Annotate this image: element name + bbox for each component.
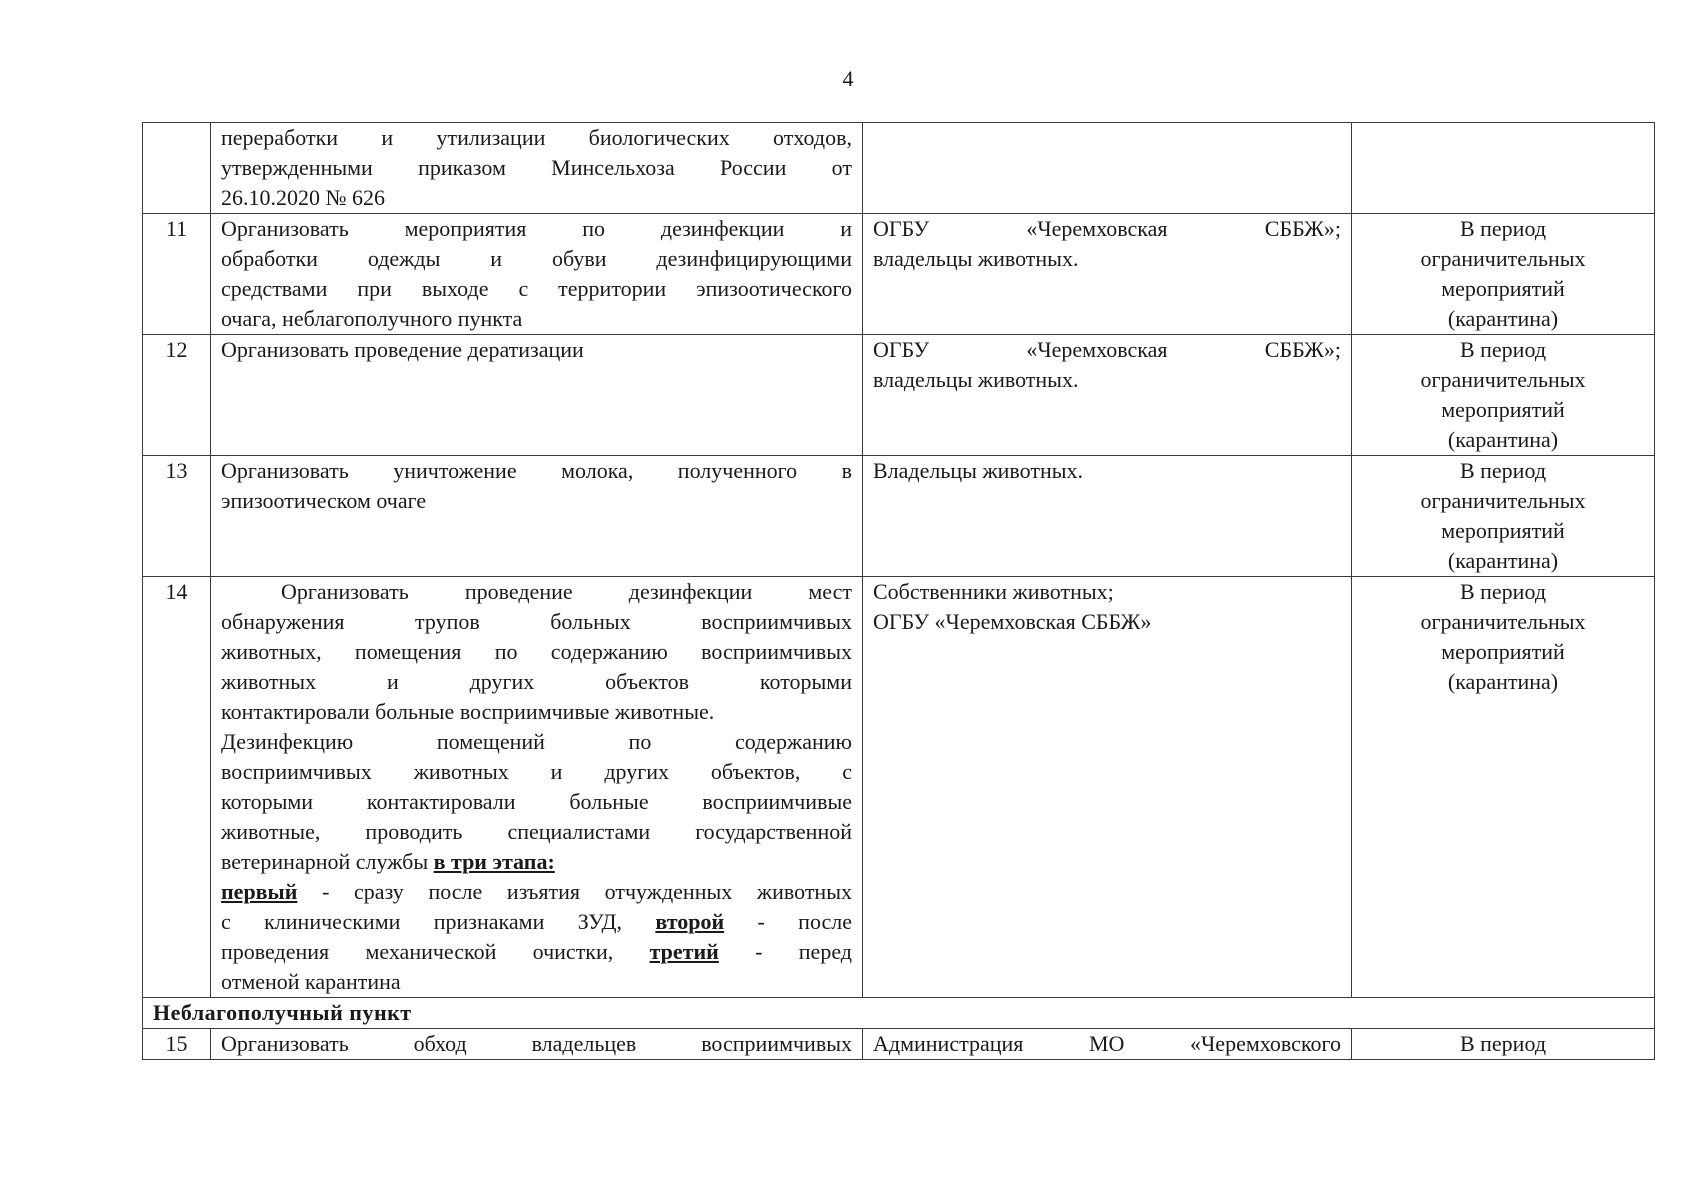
action-line: обработки одежды и обуви дезинфицирующими [221, 246, 852, 271]
stage-second: с клиническими признаками ЗУД, второй - после [221, 909, 852, 934]
action-line: эпизоотическом очаге [221, 488, 427, 513]
term-cell: В период [1352, 1029, 1655, 1060]
action-line: животные, проводить специалистами государственной [221, 819, 852, 844]
responsible-cell [863, 577, 1352, 998]
responsible-line: Владельцы животных. [873, 458, 1084, 483]
responsible-cell [863, 123, 1352, 214]
responsible-line: ОГБУ «Черемховская СББЖ»; [873, 337, 1341, 362]
page-number: 4 [842, 66, 854, 91]
term-line: мероприятий [1441, 518, 1565, 543]
responsible-line: Собственники животных; [873, 579, 1114, 604]
action-line: животных и других объектов которыми [221, 669, 852, 694]
term-line: ограничительных [1420, 246, 1586, 271]
responsible-cell: Администрация МО «Черемховского [863, 1029, 1352, 1060]
term-line: В период [1459, 458, 1547, 483]
term-cell [1352, 123, 1655, 214]
responsible-line: ОГБУ «Черемховская СББЖ» [873, 609, 1152, 634]
action-cell [211, 123, 863, 214]
action-cell [211, 456, 863, 577]
action-line: средствами при выходе с территории эпизоотического [221, 276, 852, 301]
row-number: 11 [143, 214, 211, 335]
term-line: В период [1459, 216, 1547, 241]
responsible-line: владельцы животных. [873, 367, 1079, 392]
action-cell: Организовать обход владельцев восприимчивых [211, 1029, 863, 1060]
table-row-14 [143, 577, 1655, 998]
action-line: Организовать уничтожение молока, полученного в [221, 458, 852, 483]
action-line: очага, неблагополучного пункта [221, 306, 523, 331]
stage-first: первый - сразу после изъятия отчужденных животных [221, 879, 852, 904]
term-line: (карантина) [1447, 548, 1559, 573]
responsible-cell [863, 335, 1352, 456]
term-line: ограничительных [1420, 488, 1586, 513]
action-line: Дезинфекцию помещений по содержанию [221, 729, 852, 754]
term-line: ограничительных [1420, 367, 1586, 392]
term-cell [1352, 335, 1655, 456]
term-line: мероприятий [1441, 639, 1565, 664]
row-number: 15 [143, 1029, 211, 1060]
term-cell [1352, 577, 1655, 998]
action-line: 26.10.2020 № 626 [221, 185, 385, 210]
emphasis-three-stages: в три этапа: [433, 849, 555, 874]
term-line: (карантина) [1447, 669, 1559, 694]
action-paragraph-2-last: ветеринарной службы в три этапа: [221, 849, 555, 874]
term-line: (карантина) [1447, 427, 1559, 452]
responsible-line: ОГБУ «Черемховская СББЖ»; [873, 216, 1341, 241]
table-row-continued [143, 123, 1655, 214]
term-line: В период [1459, 579, 1547, 604]
action-line: которыми контактировали больные восприимчивые [221, 789, 852, 814]
term-cell [1352, 456, 1655, 577]
responsible-cell [863, 456, 1352, 577]
row-number: 13 [143, 456, 211, 577]
action-line: Организовать проведение дезинфекции мест [281, 579, 852, 604]
table-row-13 [143, 456, 1655, 577]
stage-third: проведения механической очистки, третий - перед [221, 939, 852, 964]
action-paragraph-2 [221, 727, 852, 847]
table-row-12 [143, 335, 1655, 456]
row-number: 14 [143, 577, 211, 998]
responsible-cell [863, 214, 1352, 335]
section-row [143, 998, 1655, 1029]
action-line: утвержденными приказом Минсельхоза России от [221, 155, 852, 180]
term-line: (карантина) [1447, 306, 1559, 331]
action-line: восприимчивых животных и других объектов, с [221, 759, 852, 784]
action-line: контактировали больные восприимчивые животные. [221, 699, 715, 724]
term-cell [1352, 214, 1655, 335]
action-line: Организовать проведение дератизации [221, 337, 584, 362]
row-number [143, 123, 211, 214]
table-row-15 [143, 1029, 1655, 1060]
action-cell [211, 214, 863, 335]
action-cell [211, 577, 863, 998]
action-line: Организовать мероприятия по дезинфекции и [221, 216, 852, 241]
section-title: Неблагополучный пункт [143, 998, 1655, 1029]
table-row-11 [143, 214, 1655, 335]
responsible-line: владельцы животных. [873, 246, 1079, 271]
stage-last-line: отменой карантина [221, 969, 401, 994]
action-line: обнаружения трупов больных восприимчивых [221, 609, 852, 634]
term-line: В период [1459, 337, 1547, 362]
term-line: мероприятий [1441, 397, 1565, 422]
action-line: животных, помещения по содержанию восприимчивых [221, 639, 852, 664]
action-line: переработки и утилизации биологических отходов, [221, 125, 852, 150]
action-paragraph-1 [221, 577, 852, 727]
term-line: мероприятий [1441, 276, 1565, 301]
row-number: 12 [143, 335, 211, 456]
term-line: ограничительных [1420, 609, 1586, 634]
measures-table [142, 122, 1655, 1060]
action-cell [211, 335, 863, 456]
